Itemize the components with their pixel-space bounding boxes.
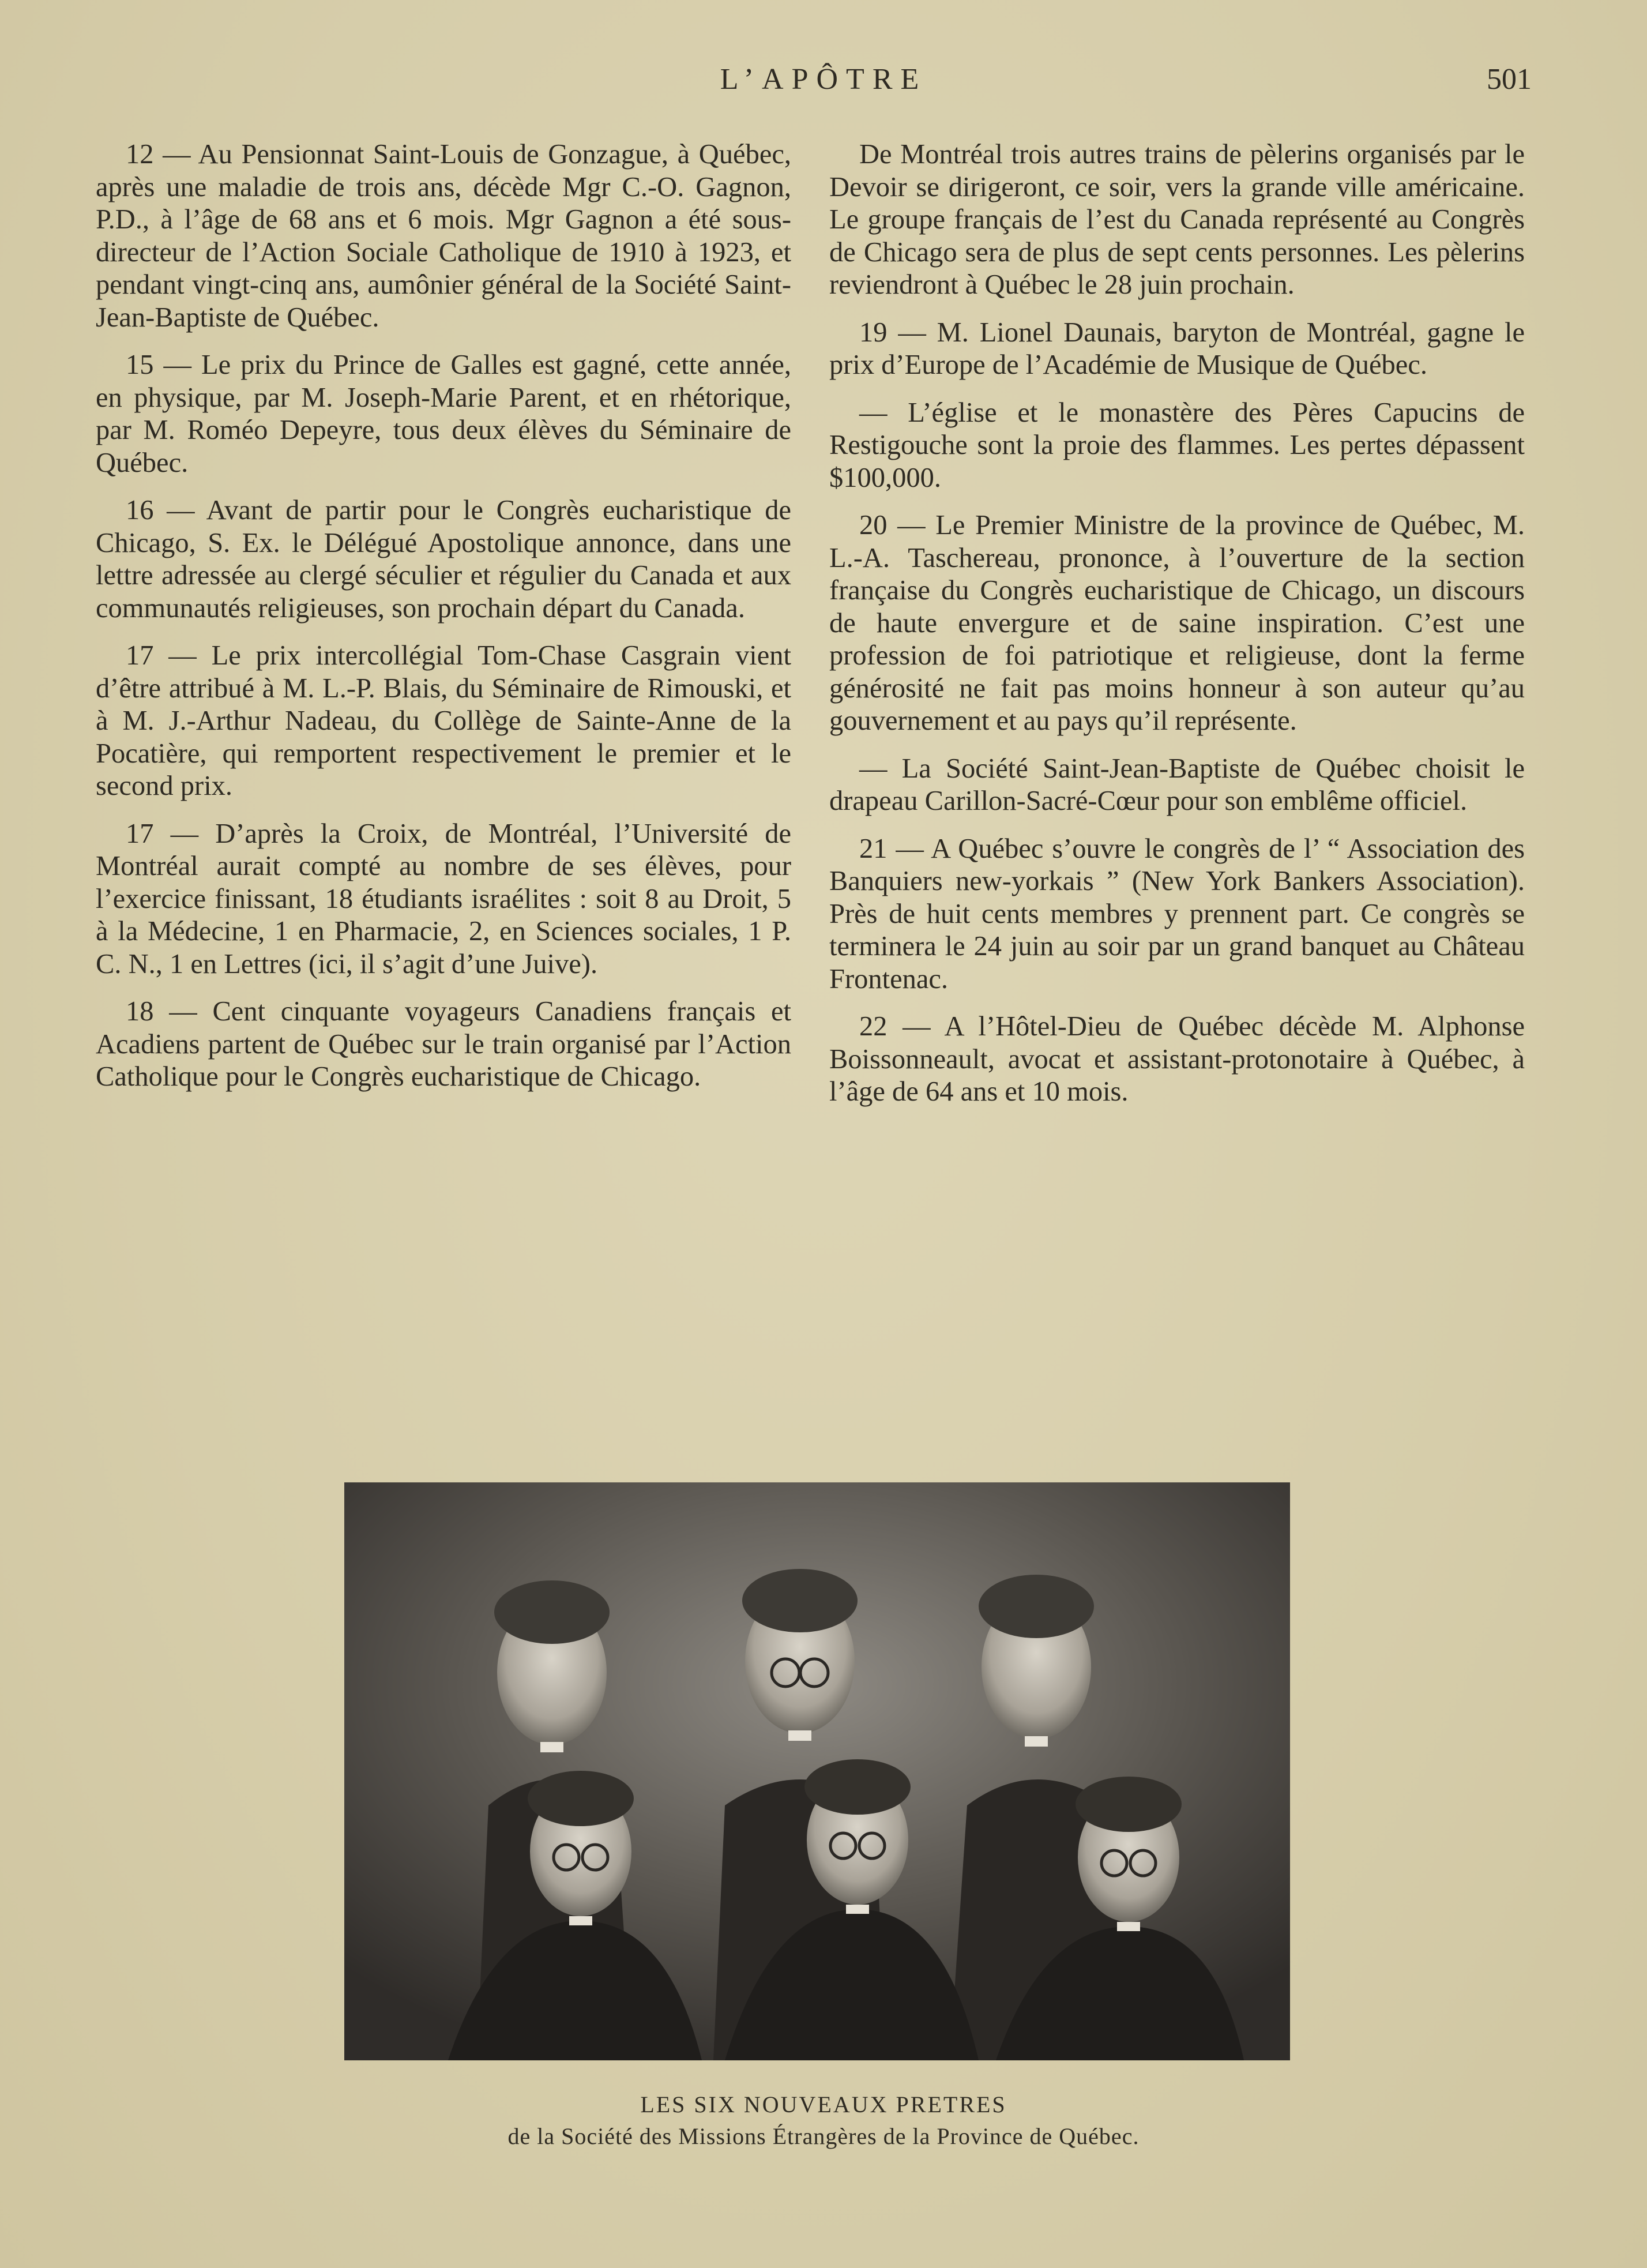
paragraph: 16 — Avant de partir pour le Congrès eucharistique de Chicago, S. Ex. le Délégué Apostolique annonce, dans une lettre adressée au clergé séculier et régulier du Canada et aux communautés religieuses, son prochain départ du Canada. (96, 495, 791, 624)
paragraph: 17 — D’après la Croix, de Montréal, l’Université de Montréal aurait compté au nombre de ses élèves, pour l’exercice finissant, 18 étudiants israélites : soit 8 au Droit, 5 à la Médecine, 1 en Pharmacie, 2, en Sciences sociales, 1 P. C. N., 1 en Lettres (ici, il s’agit d’une Juive). (96, 818, 791, 979)
photo-illustration (344, 1482, 1290, 2060)
caption-title: LES SIX NOUVEAUX PRETRES (640, 2091, 1007, 2117)
paragraph: — L’église et le monastère des Pères Capucins de Restigouche sont la proie des flammes. Les pertes dépassent $100,000. (829, 397, 1525, 493)
paragraph: 21 — A Québec s’ouvre le congrès de l’ “ Association des Banquiers new-yorkais ” (New York Bankers Association). Près de huit cents membres y prennent part. Ce congrès se terminera le 24 juin au soir par un grand banquet au Château Frontenac. (829, 833, 1525, 994)
paragraph: 17 — Le prix intercollégial Tom-Chase Casgrain vient d’être attribué à M. L.-P. Blais, du Séminaire de Rimouski, et à M. J.-Arthur Nadeau, du Collège de Sainte-Anne de la Pocatière, qui remportent respectivement le premier et le second prix. (96, 640, 791, 801)
page-number: 501 (1487, 63, 1532, 96)
paragraph: 18 — Cent cinquante voyageurs Canadiens français et Acadiens partent de Québec sur le train organisé par l’Action Catholique pour le Congrès eucharistique de Chicago. (96, 996, 791, 1092)
paragraph: 12 — Au Pensionnat Saint-Louis de Gonzague, à Québec, après une maladie de trois ans, décède Mgr C.-O. Gagnon, P.D., à l’âge de 68 ans et 6 mois. Mgr Gagnon a été sous-directeur de l’Action Sociale Catholique de 1910 à 1923, et pendant vingt-cinq ans, aumônier général de la Société Saint-Jean-Baptiste de Québec. (96, 139, 791, 333)
paragraph: — La Société Saint-Jean-Baptiste de Québec choisit le drapeau Carillon-Sacré-Cœur pour son emblême officiel. (829, 753, 1525, 816)
group-photograph (344, 1482, 1290, 2060)
photo-caption (0, 2091, 1647, 2150)
paragraph: 22 — A l’Hôtel-Dieu de Québec décède M. Alphonse Boissonneault, avocat et assistant-protonotaire à Québec, à l’âge de 64 ans et 10 mois. (829, 1011, 1525, 1107)
paragraph: 19 — M. Lionel Daunais, baryton de Montréal, gagne le prix d’Europe de l’Académie de Musique de Québec. (829, 317, 1525, 380)
running-header-title: L’APÔTRE (720, 63, 927, 96)
paragraph: 15 — Le prix du Prince de Galles est gagné, cette année, en physique, par M. Joseph-Marie Parent, et en rhétorique, par M. Roméo Depeyre, tous deux élèves du Séminaire de Québec. (96, 350, 791, 478)
paragraph: 20 — Le Premier Ministre de la province de Québec, M. L.-A. Taschereau, prononce, à l’ouverture de la section française du Congrès eucharistique de Chicago, un discours de haute envergure et de saine inspiration. C’est une profession de foi patriotique et religieuse, dont la ferme générosité ne fait pas moins honneur à son auteur qu’au gouvernement et au pays qu’il représente. (829, 510, 1525, 736)
right-column (829, 138, 1525, 1124)
left-column (96, 138, 791, 1109)
caption-subtitle: de la Société des Missions Étrangères de la Province de Québec. (507, 2123, 1140, 2149)
paragraph: De Montréal trois autres trains de pèlerins organisés par le Devoir se dirigeront, ce soir, vers la grande ville américaine. Le groupe français de l’est du Canada représenté au Congrès de Chicago sera de plus de sept cents personnes. Les pèlerins reviendront à Québec le 28 juin prochain. (829, 139, 1525, 300)
